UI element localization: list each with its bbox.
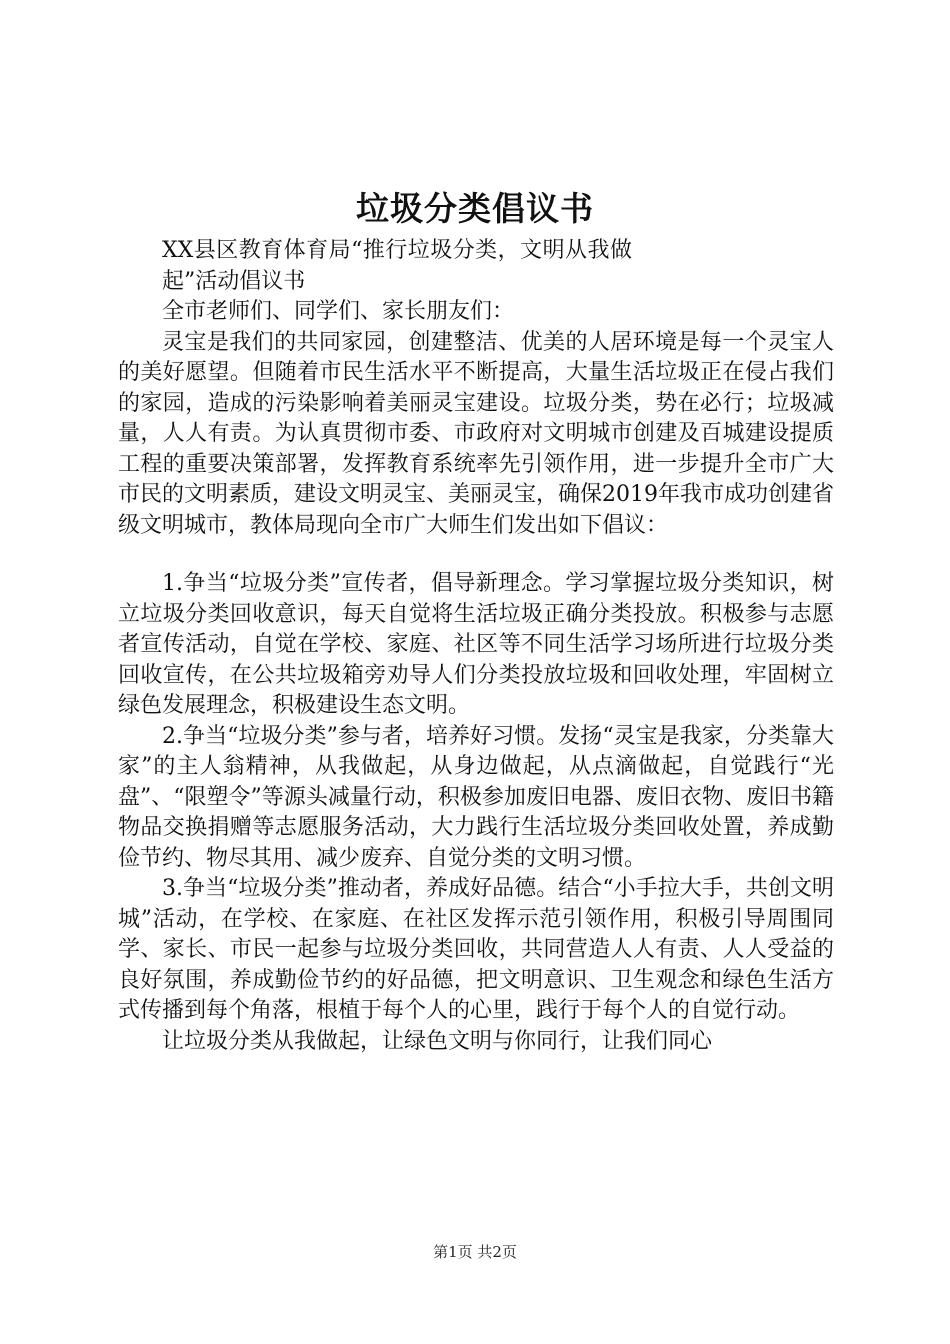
paragraph-closing: 让垃圾分类从我做起，让绿色文明与你同行，让我们同心 [162, 1028, 713, 1054]
page-number-footer: 第1页 共2页 [433, 1243, 517, 1261]
paragraph-item-2: 2.争当“垃圾分类”参与者，培养好习惯。发扬“灵宝是我家，分类靠大家”的主人翁精神，从我做起，从身边做起，从点滴做起，自觉践行“光盘”、“限塑令”等源头减量行动，积极参加废旧电器、废旧衣物、废旧书籍物品交换捐赠等志愿服务活动，大力践行生活垃圾分类回收处置，养成勤俭节约、物尽其用、减少废弃、自觉分类的文明习惯。 [118, 723, 834, 871]
document-title: 垃圾分类倡议书 [356, 189, 594, 228]
document-subtitle: XX县区教育体育局“推行垃圾分类，文明从我做起”活动倡议书 [162, 238, 632, 294]
paragraph-item-1: 1.争当“垃圾分类”宣传者，倡导新理念。学习掌握垃圾分类知识，树立垃圾分类回收意识，每天自觉将生活垃圾正确分类投放。积极参与志愿者宣传活动，自觉在学校、家庭、社区等不同生活学习场所进行垃圾分类回收宣传，在公共垃圾箱旁劝导人们分类投放垃圾和回收处理，牢固树立绿色发展理念，积极建设生态文明。 [118, 571, 834, 718]
paragraph-spacer [118, 541, 834, 569]
paragraph-intro: 灵宝是我们的共同家园，创建整洁、优美的人居环境是每一个灵宝人的美好愿望。但随着市民生活水平不断提高，大量生活垃圾正在侵占我们的家园，造成的污染影响着美丽灵宝建设。垃圾分类，势在必行；垃圾减量，人人有责。为认真贯彻市委、市政府对文明城市创建及百城建设提质工程的重要决策部署，发挥教育系统率先引领作用，进一步提升全市广大市民的文明素质，建设文明灵宝、美丽灵宝，确保2019年我市成功创建省级文明城市，教体局现向全市广大师生们发出如下倡议： [118, 329, 834, 538]
document-body [118, 236, 834, 1057]
salutation: 全市老师们、同学们、家长朋友们： [162, 299, 515, 324]
paragraph-item-3: 3.争当“垃圾分类”推动者，养成好品德。结合“小手拉大手，共创文明城”活动，在学校、在家庭、在社区发挥示范引领作用，积极引导周围同学、家长、市民一起参与垃圾分类回收，共同营造人人有责、人人受益的良好氛围，养成勤俭节约的好品德，把文明意识、卫生观念和绿色生活方式传播到每个角落，根植于每个人的心里，践行于每个人的自觉行动。 [118, 876, 834, 1023]
